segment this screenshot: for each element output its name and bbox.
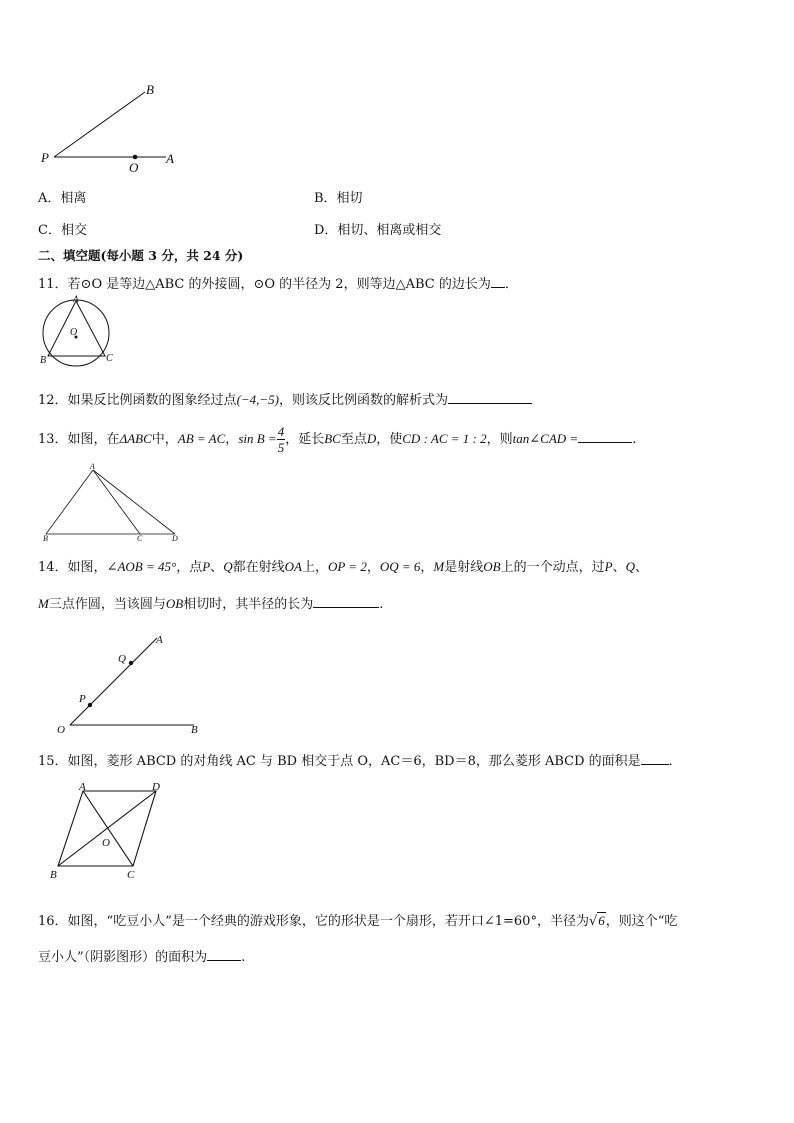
- q14-op: OP = 2: [327, 559, 367, 574]
- q10-option-a: A．相离: [38, 191, 87, 206]
- q10-label-a: A: [166, 151, 174, 166]
- q16-number: 16．: [38, 914, 68, 929]
- q14-comma2: ，: [420, 560, 434, 575]
- q12-number: 12．: [38, 393, 68, 408]
- q11-text: [38, 273, 518, 292]
- q10-option-b: B．相切: [314, 191, 363, 206]
- q13-text: [38, 422, 636, 457]
- q14-m2: M: [38, 596, 49, 611]
- q12-blank: [448, 391, 532, 404]
- q13-ratio: CD : AC = 1 : 2: [402, 431, 487, 446]
- q14-oq: OQ = 6: [379, 559, 421, 574]
- q14-l1d: 上，: [301, 560, 328, 575]
- q14-oa: OA: [284, 559, 302, 574]
- q12-body: 如果反比例函数的图象经过点: [67, 393, 237, 408]
- q10-figure: [38, 80, 198, 180]
- q16-sqrt: [589, 913, 606, 929]
- q13-t6: ，使: [376, 432, 403, 447]
- q13-num: 4: [277, 424, 285, 439]
- q14-figure: [50, 628, 220, 740]
- q13-label-c: C: [137, 534, 143, 542]
- q11-label-o: O: [70, 327, 78, 338]
- q14-p2: P: [604, 559, 613, 574]
- q11-body: 若⊙O 是等边△ABC 的外接圆，⊙O 的半径为 2，则等边△ABC 的边长为: [67, 277, 491, 292]
- q16-sqrt-value: 6: [598, 913, 605, 928]
- q12-text: [38, 389, 532, 408]
- q13-end: .: [632, 432, 637, 447]
- q14-l2a: 三点作圆，当该圆与: [48, 597, 166, 612]
- q13-t4: ，延长: [285, 432, 325, 447]
- section-title: 二、填空题(每小题 3 分，共 24 分): [38, 248, 244, 263]
- q13-t3: ，: [225, 432, 239, 447]
- q13-bc: BC: [324, 431, 341, 446]
- q16-l1b: ，则这个“吃: [605, 914, 678, 929]
- q12-point: (−4,−5): [236, 392, 280, 407]
- q13-sin: sin B =: [238, 431, 277, 446]
- q14-angle: ∠AOB = 45°: [106, 559, 177, 574]
- q11-label-a: A: [73, 295, 79, 304]
- q16-l1: 如图，“吃豆小人”是一个经典的游戏形象，它的形状是一个扇形，若开口∠1=60°，半径为: [67, 914, 589, 929]
- q16-end: .: [241, 950, 246, 965]
- q13-number: 13．: [38, 432, 68, 447]
- q14-l2b: 相切时，其半径的长为: [183, 597, 314, 612]
- q14-q: Q: [223, 559, 233, 574]
- q15-label-b: B: [50, 869, 57, 881]
- q13-t7: ，则: [486, 432, 513, 447]
- q11-label-c: C: [106, 353, 113, 364]
- q13-t2: 中，: [151, 432, 178, 447]
- q14-m: M: [433, 559, 445, 574]
- q14-line1: [38, 556, 648, 575]
- q13-d: D: [366, 431, 377, 446]
- q14-line2: [38, 593, 383, 612]
- q14-ob: OB: [483, 559, 501, 574]
- q16-line2: [38, 946, 245, 965]
- q16-blank: [207, 948, 241, 961]
- q14-label-q: Q: [118, 653, 126, 665]
- q15-text: [38, 750, 682, 769]
- q14-blank: [313, 595, 379, 608]
- q11-number: 11．: [38, 277, 68, 292]
- q13-label-a: A: [90, 462, 95, 471]
- q14-l1f: 上的一个动点，过: [500, 560, 605, 575]
- q15-label-c: C: [127, 869, 135, 881]
- q13-eq1: AB = AC: [177, 431, 226, 446]
- q10-option-d: D．相切、相离或相交: [314, 223, 442, 238]
- q14-ob2: OB: [165, 596, 184, 611]
- q16-l2: 豆小人”（阴影图形）的面积为: [38, 950, 208, 965]
- q13-label-b: B: [43, 534, 48, 542]
- q14-l1b: ，点: [176, 560, 203, 575]
- q15-end: ．: [668, 754, 682, 769]
- q16-line1: [38, 910, 677, 929]
- q14-q2: Q: [625, 559, 635, 574]
- q14-label-b: B: [191, 724, 198, 736]
- q15-blank: [641, 752, 669, 765]
- q14-sep3: 、: [635, 560, 649, 575]
- q14-label-p: P: [79, 693, 86, 705]
- q15-label-o: O: [102, 837, 110, 849]
- q14-number: 14．: [38, 560, 68, 575]
- q11-end: ．: [504, 277, 518, 292]
- q15-label-a: A: [79, 781, 86, 793]
- q10-label-p: P: [41, 150, 49, 165]
- q14-l1e: 是射线: [444, 560, 484, 575]
- q14-l1a: 如图，: [67, 560, 107, 575]
- q13-label-d: D: [172, 534, 178, 542]
- q13-fraction: [277, 424, 286, 455]
- q14-end: .: [379, 597, 384, 612]
- q15-body: 如图，菱形 ABCD 的对角线 AC 与 BD 相交于点 O，AC＝6，BD＝8，那么菱形 ABCD 的面积是: [67, 754, 641, 769]
- q14-label-a: A: [156, 634, 163, 646]
- q13-t5: 至点: [340, 432, 367, 447]
- q14-comma: ，: [366, 560, 380, 575]
- q11-blank: [491, 275, 505, 288]
- q13-tri: ΔABC: [119, 431, 152, 446]
- q15-figure: [38, 778, 178, 886]
- q10-label-o: O: [129, 160, 139, 175]
- q14-l1c: 都在射线: [232, 560, 285, 575]
- q13-t1: 如图，在: [67, 432, 120, 447]
- q11-figure: [38, 295, 122, 367]
- q12-body2: ，则该反比例函数的解析式为: [279, 393, 449, 408]
- q15-label-d: D: [152, 781, 160, 793]
- q10-label-b: B: [146, 82, 154, 97]
- q15-number: 15．: [38, 754, 68, 769]
- q14-sep2: 、: [612, 560, 626, 575]
- q13-blank: [578, 430, 632, 443]
- q14-sep: 、: [210, 560, 224, 575]
- q14-p: P: [202, 559, 211, 574]
- q11-label-b: B: [40, 355, 47, 366]
- q10-option-c: C．相交: [38, 223, 87, 238]
- q13-tan: tan∠CAD =: [512, 431, 579, 446]
- radical-sign-icon: √: [588, 914, 598, 929]
- q13-figure: [38, 462, 188, 542]
- q13-den: 5: [277, 440, 285, 455]
- q14-label-o: O: [57, 724, 65, 736]
